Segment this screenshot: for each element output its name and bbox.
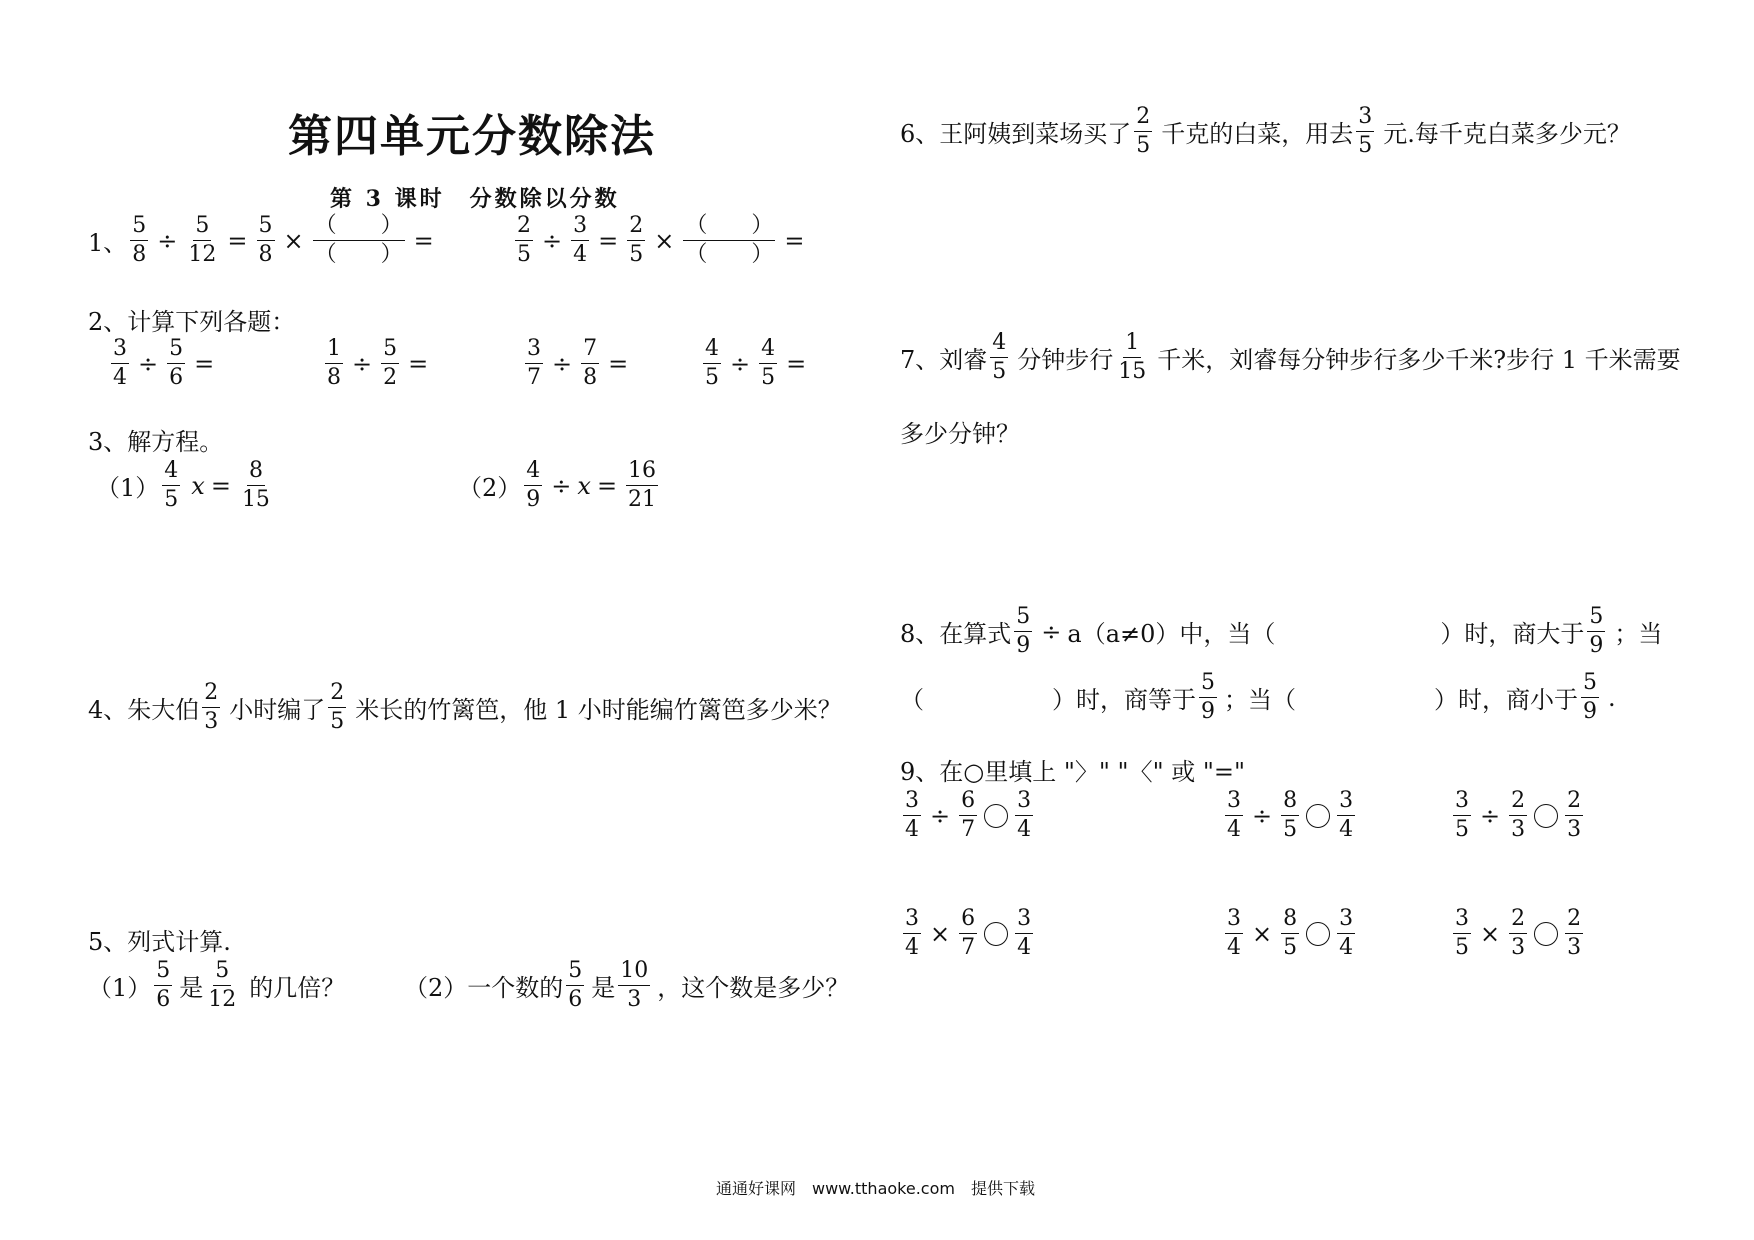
divide-sign: ÷ <box>1252 801 1273 830</box>
equals-sign: = <box>210 471 231 500</box>
fraction: $\frac{4}{5}$ <box>761 336 776 390</box>
question-text: 8、在算式 <box>900 620 1012 648</box>
equals-sign: = <box>598 226 619 255</box>
fraction: $\frac{1}{8}$ <box>327 336 341 390</box>
question-7 <box>900 332 1681 383</box>
equals-sign: = <box>786 349 807 378</box>
fraction: $\frac{5}{6}$ <box>169 336 184 390</box>
divide-sign: ÷ <box>930 801 951 830</box>
equals-sign: = <box>194 349 215 378</box>
question-7-line-2: 多少分钟？ <box>900 420 1020 448</box>
question-text: 分钟步行 <box>1017 346 1114 374</box>
question-text: 小时编了 <box>229 696 326 724</box>
q5-part-1 <box>88 960 345 1011</box>
times-sign: × <box>283 226 304 255</box>
question-label: 1、 <box>88 229 128 257</box>
question-6 <box>900 106 1631 157</box>
fraction: $\frac{4}{9}$ <box>526 458 541 512</box>
fraction: $\frac{3}{4}$ <box>573 213 588 267</box>
fraction: $\frac{3}{5}$ <box>1455 906 1469 960</box>
fraction: $\frac{2}{3}$ <box>204 680 219 734</box>
fraction: $\frac{2}{5}$ <box>517 213 531 267</box>
question-text: 千米，刘睿每分钟步行多少千米?步行 1 千米需要 <box>1157 346 1681 374</box>
question-8-line-2 <box>900 672 1616 723</box>
question-text: 米长的竹篱笆，他 1 小时能编竹篱笆多少米？ <box>355 696 842 724</box>
fraction: $\frac{4}{5}$ <box>705 336 719 390</box>
question-8 <box>900 606 1662 657</box>
compare-item <box>1450 790 1586 841</box>
fraction: $\frac{5}{9}$ <box>1201 670 1215 724</box>
times-sign: × <box>930 919 951 948</box>
blank-fraction[interactable]: $\frac{( )}{( )}$ <box>314 213 403 267</box>
fraction: $\frac{2}{5}$ <box>330 680 345 734</box>
equals-sign: = <box>596 471 618 500</box>
divide-sign: ÷ <box>730 349 751 378</box>
compare-item <box>900 908 1036 959</box>
equals-sign: = <box>608 349 629 378</box>
question-text: ；当（ <box>1224 686 1296 714</box>
equals-sign: = <box>413 226 434 255</box>
question-text: ）时，商小于 <box>1434 686 1578 714</box>
fraction: $\frac{5}{12}$ <box>208 958 237 1012</box>
answer-circle[interactable] <box>1534 922 1558 946</box>
fraction: $\frac{5}{2}$ <box>383 336 398 390</box>
question-text: ，这个数是多少？ <box>657 974 850 1002</box>
fraction: $\frac{2}{5}$ <box>629 213 644 267</box>
q3-part-2 <box>458 460 661 511</box>
divide-sign: ÷ <box>1480 801 1501 830</box>
divide-sign: ÷ <box>551 471 572 500</box>
divide-sign: ÷ <box>1041 617 1062 646</box>
fraction: $\frac{3}{4}$ <box>1339 788 1354 842</box>
question-1 <box>88 215 440 266</box>
part-tag: （2）一个数的 <box>404 974 564 1002</box>
divide-sign: ÷ <box>542 226 563 255</box>
q5-part-2 <box>404 960 849 1011</box>
divide-sign: ÷ <box>352 349 373 378</box>
equals-sign: = <box>408 349 429 378</box>
fraction: $\frac{3}{4}$ <box>113 336 127 390</box>
divide-sign: ÷ <box>157 226 178 255</box>
times-sign: × <box>1480 919 1501 948</box>
answer-circle[interactable] <box>1306 922 1330 946</box>
fraction: $\frac{8}{5}$ <box>1283 788 1298 842</box>
fraction: $\frac{8}{5}$ <box>1283 906 1298 960</box>
compare-item <box>1222 790 1358 841</box>
answer-circle[interactable] <box>984 804 1008 828</box>
q2-item-3 <box>522 338 634 389</box>
question-text: 的几倍？ <box>249 974 346 1002</box>
lesson-subtitle: 第 3 课时 分数除以分数 <box>330 186 620 212</box>
times-sign: × <box>654 226 675 255</box>
answer-circle[interactable] <box>1306 804 1330 828</box>
question-text: 是 <box>591 974 616 1002</box>
equals-sign: = <box>784 226 805 255</box>
fraction: $\frac{8}{15}$ <box>241 458 270 512</box>
answer-circle[interactable] <box>984 922 1008 946</box>
divide-sign: ÷ <box>138 349 159 378</box>
question-text: 千克的白菜，用去 <box>1161 120 1354 148</box>
q3-part-1 <box>96 460 275 511</box>
compare-item <box>900 790 1036 841</box>
times-sign: × <box>1252 919 1273 948</box>
question-text: 4、朱大伯 <box>88 696 200 724</box>
fraction: $\frac{3}{7}$ <box>527 336 541 390</box>
fraction: $\frac{6}{7}$ <box>961 906 976 960</box>
fraction: $\frac{2}{3}$ <box>1567 788 1582 842</box>
fraction: $\frac{6}{7}$ <box>961 788 976 842</box>
fraction: $\frac{5}{6}$ <box>568 958 583 1012</box>
q2-item-4 <box>700 338 812 389</box>
question-5-label: 5、列式计算. <box>88 928 231 956</box>
fraction: $\frac{16}{21}$ <box>628 458 657 512</box>
fraction: $\frac{3}{4}$ <box>905 906 919 960</box>
fraction: $\frac{2}{3}$ <box>1511 906 1526 960</box>
question-text: ）时，商大于 <box>1440 620 1585 648</box>
fraction: $\frac{5}{9}$ <box>1016 604 1031 658</box>
equals-sign: = <box>227 226 248 255</box>
part-tag: （2） <box>458 474 522 502</box>
fraction: $\frac{7}{8}$ <box>583 336 598 390</box>
question-text: a（a≠0）中，当（ <box>1067 620 1276 648</box>
page-title: 第四单元分数除法 <box>288 111 656 162</box>
footer-source: 通通好课网 www.tthaoke.com 提供下载 <box>716 1179 1035 1198</box>
fraction: $\frac{3}{4}$ <box>905 788 919 842</box>
divide-sign: ÷ <box>552 349 573 378</box>
q2-item-1 <box>108 338 220 389</box>
fraction: $\frac{5}{9}$ <box>1583 670 1597 724</box>
fraction: $\frac{2}{3}$ <box>1567 906 1582 960</box>
fraction: $\frac{5}{12}$ <box>188 213 217 267</box>
fraction: $\frac{4}{5}$ <box>164 458 179 512</box>
variable: x <box>577 471 591 500</box>
part-tag: （1） <box>88 974 152 1002</box>
compare-item <box>1222 908 1358 959</box>
question-1b <box>512 215 810 266</box>
answer-circle[interactable] <box>1534 804 1558 828</box>
part-tag: （1） <box>96 474 160 502</box>
question-text: 6、王阿姨到菜场买了 <box>900 120 1132 148</box>
fraction: $\frac{5}{6}$ <box>156 958 171 1012</box>
fraction: $\frac{3}{4}$ <box>1017 788 1032 842</box>
blank-fraction[interactable]: $\frac{( )}{( )}$ <box>685 213 774 267</box>
q2-item-2 <box>322 338 434 389</box>
question-text: 元.每千克白菜多少元？ <box>1383 120 1631 148</box>
fraction: $\frac{3}{4}$ <box>1227 788 1241 842</box>
question-text: ）时，商等于 <box>1052 686 1196 714</box>
fraction: $\frac{3}{5}$ <box>1455 788 1469 842</box>
fraction: $\frac{5}{9}$ <box>1589 604 1604 658</box>
fraction: $\frac{2}{5}$ <box>1136 104 1151 158</box>
question-text: . <box>1608 683 1616 712</box>
fraction: $\frac{2}{3}$ <box>1511 788 1526 842</box>
fraction: $\frac{5}{8}$ <box>132 213 147 267</box>
fraction: $\frac{4}{5}$ <box>992 330 1007 384</box>
question-text: 是 <box>179 974 204 1002</box>
question-text: ；当 <box>1614 620 1663 648</box>
question-text: 7、刘睿 <box>900 346 988 374</box>
fraction: $\frac{1}{15}$ <box>1118 330 1147 384</box>
question-4 <box>88 682 842 733</box>
question-9-label: 9、在○里填上 "〉" "〈" 或 "=" <box>900 758 1246 786</box>
question-text: （ <box>900 686 924 714</box>
question-3-label: 3、解方程。 <box>88 428 224 456</box>
fraction: $\frac{3}{4}$ <box>1227 906 1241 960</box>
compare-item <box>1450 908 1586 959</box>
fraction: $\frac{5}{8}$ <box>258 213 273 267</box>
question-2-label: 2、计算下列各题： <box>88 308 296 336</box>
fraction: $\frac{10}{3}$ <box>620 958 649 1012</box>
fraction: $\frac{3}{5}$ <box>1358 104 1373 158</box>
variable: x <box>191 471 205 500</box>
fraction: $\frac{3}{4}$ <box>1017 906 1032 960</box>
fraction: $\frac{3}{4}$ <box>1339 906 1354 960</box>
